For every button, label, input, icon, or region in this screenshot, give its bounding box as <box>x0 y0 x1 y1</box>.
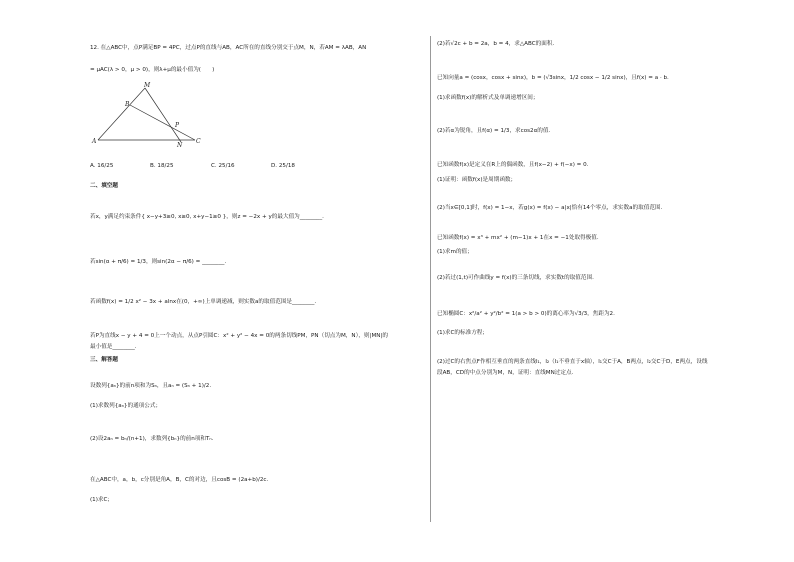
option-d-value: 25/18 <box>278 163 295 169</box>
sol2-part1: (1)求C； <box>90 497 114 503</box>
column-divider <box>430 36 431 522</box>
q12-line2: = μAC(λ > 0，μ > 0)，则λ+μ的最小值为( ) <box>90 67 215 73</box>
option-d <box>271 163 295 170</box>
option-c <box>211 163 235 170</box>
r2: 已知向量a = (cosx，cosx + sinx)，b = (√3sinx，1/2 cosx − 1/2 sinx)，且f(x) = a · b. <box>437 75 669 81</box>
option-a <box>90 163 113 170</box>
fill4-line1: 若P为直线x − y + 4 = 0上一个动点，从点P引圆C：x² + y² − 4x = 0的两条切线PM，PN（切点为M，N），则|MN|的 <box>90 333 388 339</box>
option-c-value: 25/16 <box>218 163 235 169</box>
r13: (2)过C的右焦点F作相互垂直的两条直线l₁，l₂（l₁不垂直于x轴），l₁交C于A，B两点，l₂交C于D，E两点，设线 <box>437 359 708 365</box>
section2-title: 二、填空题 <box>90 183 118 189</box>
label-A: A <box>92 138 97 145</box>
sol1-part1: (1)求数列{aₙ}的通项公式； <box>90 403 162 409</box>
r1: (2)若√2c + b = 2a，b = 4，求△ABC的面积. <box>437 41 555 47</box>
r6: (1)证明：函数f(x)是周期函数； <box>437 177 517 183</box>
option-c-letter: C. <box>211 163 217 169</box>
sol2-stem: 在△ABC中，a，b，c分别是角A，B，C的对边，且cosB = (2a+b)/2c. <box>90 477 269 483</box>
r9: (1)求m的值； <box>437 249 473 255</box>
fill3: 若函数f(x) = 1/2 x² − 3x + alnx在(0，+∞)上单调递减，则实数a的取值范围是________. <box>90 299 317 305</box>
option-b-value: 18/25 <box>157 163 174 169</box>
fill4-line2: 最小值是________. <box>90 344 137 350</box>
r12: (1)求C的标准方程； <box>437 330 488 336</box>
sol1-stem: 设数列{aₙ}的前n项和为Sₙ，且aₙ = (Sₙ + 1)/2. <box>90 383 212 389</box>
label-P: P <box>175 122 180 129</box>
label-C: C <box>196 138 201 145</box>
r3: (1)求函数f(x)的解析式及单调递增区间； <box>437 95 539 101</box>
option-b <box>150 163 174 170</box>
section3-title: 三、解答题 <box>90 357 118 363</box>
label-N: N <box>177 142 183 149</box>
triangle-figure <box>88 80 218 150</box>
r10: (2)若过(1,t)可作曲线y = f(x)的三条切线，求实数t的取值范围. <box>437 275 594 281</box>
option-d-letter: D. <box>271 163 278 169</box>
r14: 段AB，CD的中点分别为M，N，证明：直线MN过定点. <box>437 370 574 376</box>
label-M: M <box>144 82 151 89</box>
sol1-part2: (2)设2aₙ = bₙ/(n+1)，求数列{bₙ}的前n项和Tₙ. <box>90 436 214 442</box>
fill1: 若x，y满足约束条件{ x−y+3≥0, x≥0, x+y−1≥0 }，则z = −2x + y的最大值为________. <box>90 214 324 220</box>
q12-line1: 12. 在△ABC中，点P满足BP = 4PC，过点P的直线与AB，AC所在的直线分别交于点M，N，若AM = λAB，AN <box>90 45 367 51</box>
r7: (2)当x∈[0,1]时，f(x) = 1−x，若g(x) = f(x) − a|x|恰有14个零点，求实数a的取值范围. <box>437 205 663 211</box>
fill2: 若sin(α + π/6) = 1/3，则sin(2α − π/6) = ________. <box>90 259 227 265</box>
option-a-letter: A. <box>90 163 96 169</box>
r5: 已知函数f(x)是定义在R上的偶函数，且f(x−2) + f(−x) = 0. <box>437 162 589 168</box>
option-a-value: 16/25 <box>97 163 114 169</box>
label-B: B <box>125 101 130 108</box>
r11: 已知椭圆C：x²/a² + y²/b² = 1(a > b > 0)的离心率为√3/3，焦距为2. <box>437 311 615 317</box>
r4: (2)若α为锐角，且f(α) = 1/3，求cos2α的值. <box>437 128 551 134</box>
option-b-letter: B. <box>150 163 156 169</box>
r8: 已知函数f(x) = x³ + mx² + (m−1)x + 1在x = −1处取得极值. <box>437 235 599 241</box>
